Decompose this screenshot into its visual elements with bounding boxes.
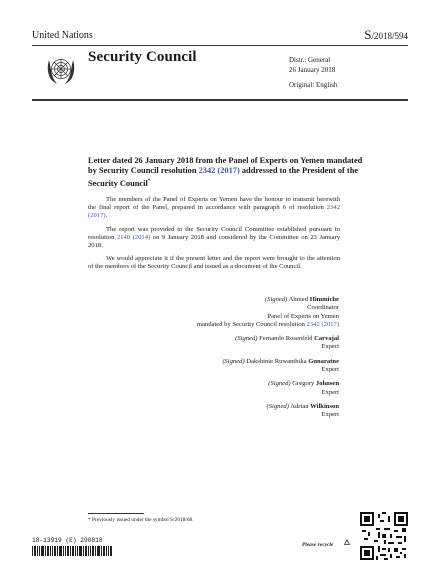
document-symbol	[364, 27, 408, 43]
title-text: Letter dated 26 January 2018 from the Panel of Experts on Yemen mandated by Security Council resolution	[88, 156, 363, 176]
signer-panel: Panel of Experts on Yemen	[267, 312, 339, 320]
signed-label: (Signed)	[222, 357, 245, 365]
distr-date: 26 January 2018	[289, 65, 336, 74]
title-footnote-marker: *	[147, 178, 151, 184]
paragraph-2	[88, 226, 340, 251]
security-council-title: Security Council	[88, 49, 197, 65]
recycle-icon	[343, 539, 351, 547]
document-number: 18-13919 (E) 290818	[32, 537, 103, 544]
signature-himmiche	[150, 296, 339, 329]
signature-block	[150, 296, 339, 426]
signer-first: Adrian	[290, 402, 309, 410]
organization-name: United Nations	[32, 30, 93, 41]
recycle-label: Please recycle	[302, 542, 334, 548]
signer-role: Coordinator	[307, 304, 339, 312]
title-text-end: addressed to the President of the Security Council	[88, 166, 359, 188]
signature-carvajal	[150, 335, 339, 352]
p1-end: .	[105, 212, 108, 220]
signed-label: (Signed)	[268, 380, 291, 388]
paragraph-1	[88, 196, 340, 221]
signer-first: Dakshinie Ruwanthika	[246, 357, 307, 365]
p2-text: The report was provided to the Security Council Committee established pursuant to resolution	[88, 225, 340, 241]
title-resolution-link[interactable]: 2342 (2017)	[198, 166, 240, 176]
distribution-block	[289, 56, 337, 90]
signer-role: Expert	[321, 366, 339, 374]
p1-text: The members of the Panel of Experts on Yemen have the honour to transmit herewith the final report of the Panel, prepared in accordance with paragraph 6 of resolution	[88, 196, 340, 212]
footnote: * Previously issued under the symbol S/2018/68.	[88, 517, 194, 523]
signer-role: Expert	[321, 411, 339, 419]
signer-role: Expert	[321, 388, 339, 396]
p2-end: on 9 January 2018 and considered by the Committee on 23 January 2018.	[88, 233, 340, 250]
letter-body	[88, 196, 340, 277]
signer-last: Himmiche	[309, 296, 339, 303]
symbol-number: /2018/594	[371, 31, 408, 41]
header-thick-rule	[32, 99, 408, 101]
signer-mandate: mandated by Security Council resolution	[196, 320, 305, 328]
signer-first: Fernando Rosenfeld	[259, 335, 313, 343]
signer-first: Gregory	[292, 380, 315, 388]
signer-last: Carvajal	[314, 335, 339, 343]
un-emblem-icon	[44, 52, 78, 86]
signer-role: Expert	[321, 343, 339, 351]
signer-last: Johnsen	[315, 380, 339, 388]
barcode-icon	[32, 546, 112, 556]
header-rule	[32, 45, 408, 46]
p1-resolution-link[interactable]: 2342 (2017)	[88, 204, 340, 220]
paragraph-3: We would appreciate it if the present letter and the report were brought to the attention of the members of the Security Council and issued as a document of the Council.	[88, 255, 340, 271]
p2-resolution-link[interactable]: 2140 (2014)	[116, 233, 151, 241]
signed-label: (Signed)	[264, 296, 288, 303]
signature-wilkinson	[150, 403, 339, 420]
signature-johnsen	[150, 380, 339, 397]
symbol-prefix: S	[364, 27, 372, 42]
signed-label: (Signed)	[266, 402, 289, 410]
signer-first: Ahmed	[288, 296, 309, 303]
footnote-rule	[88, 513, 144, 514]
distr-line: Distr.: General	[289, 56, 331, 64]
distr-original: Original: English	[289, 80, 338, 89]
signer-last: Gunaratne	[308, 357, 339, 365]
signed-label: (Signed)	[235, 335, 258, 343]
qr-code-icon	[360, 512, 408, 560]
signature-gunaratne	[150, 358, 339, 375]
signer-last: Wilkinson	[310, 402, 339, 410]
letter-title	[88, 156, 363, 189]
mandate-resolution-link[interactable]: 2342 (2017)	[306, 320, 339, 328]
